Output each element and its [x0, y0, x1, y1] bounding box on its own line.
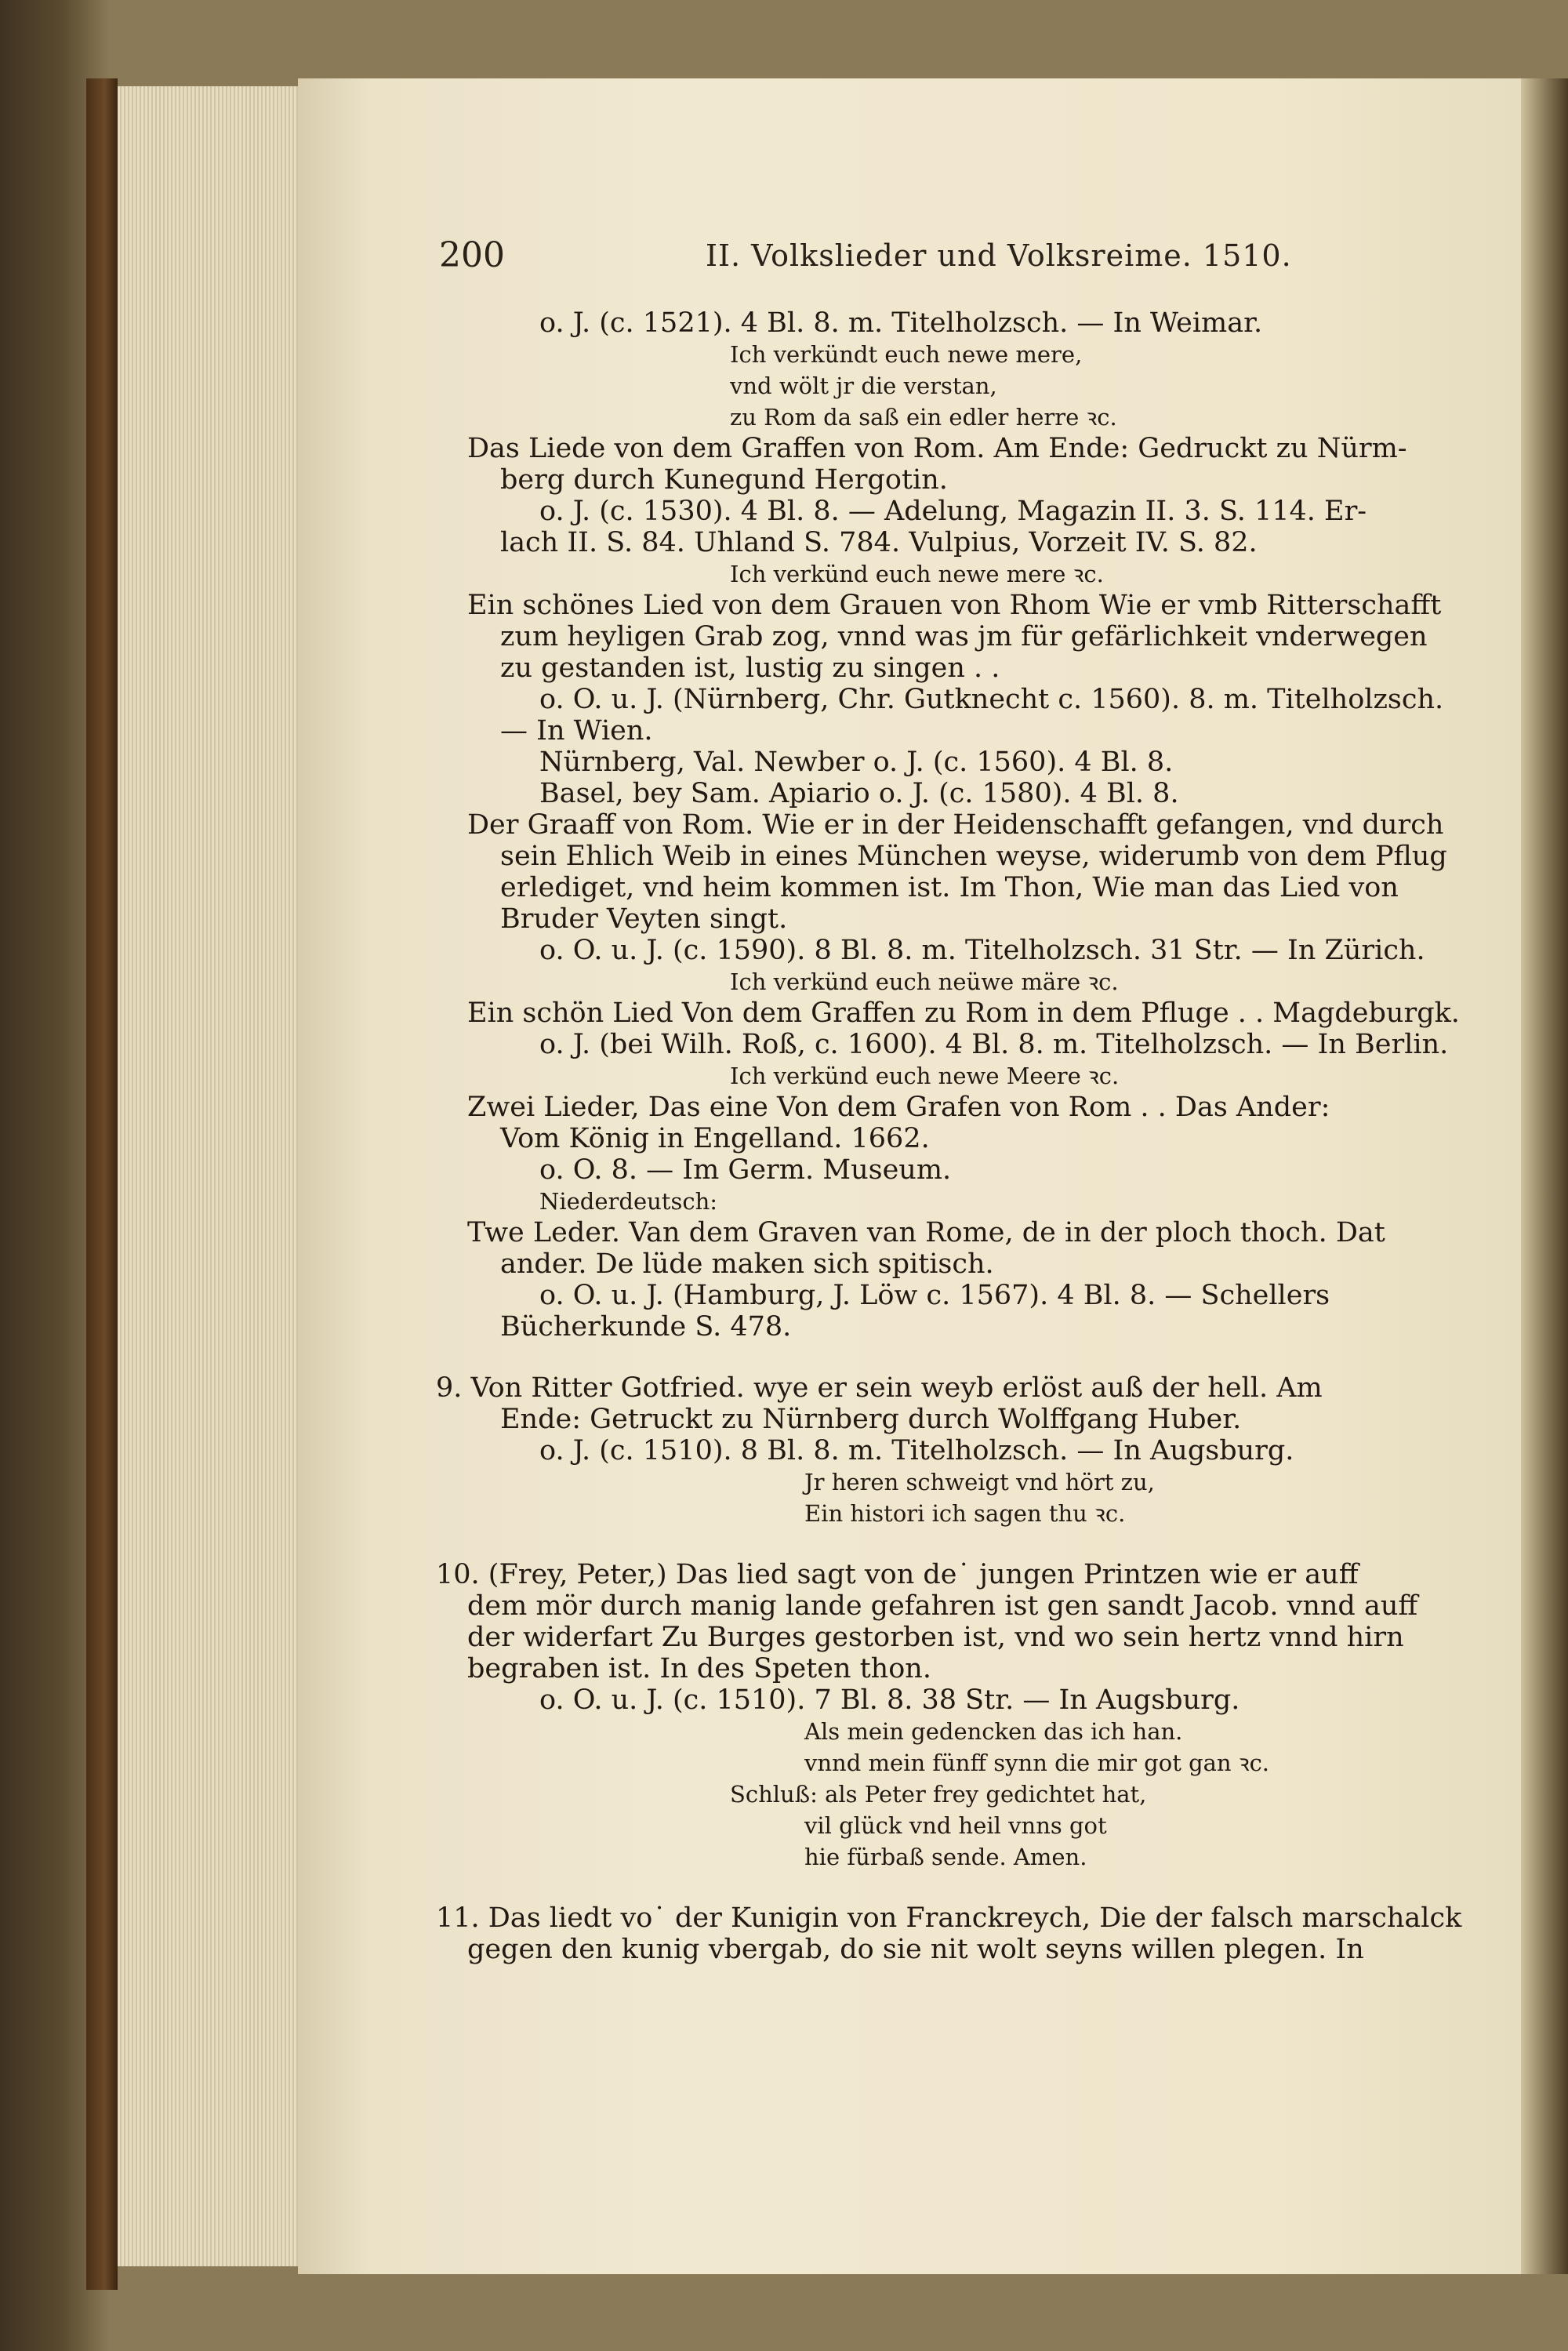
text-line: Nürnberg, Val. Newber o. J. (c. 1560). 4 Bl. 8.: [539, 747, 1174, 778]
text-line: Ich verkünd euch newe Meere ꝛc.: [730, 1063, 1120, 1089]
text-line: Vom König in Engelland. 1662.: [500, 1123, 930, 1154]
text-line: berg durch Kunegund Hergotin.: [500, 464, 948, 496]
text-line: Ende: Getruckt zu Nürnberg durch Wolffgang Huber.: [500, 1404, 1242, 1435]
page-number: 200: [439, 235, 505, 275]
text-line: o. J. (c. 1510). 8 Bl. 8. m. Titelholzsch. — In Augsburg.: [539, 1435, 1294, 1466]
text-line: Schluß: als Peter frey gedichtet hat,: [730, 1781, 1147, 1808]
running-head: II. Volkslieder und Volksreime. 1510.: [706, 238, 1292, 273]
text-line: o. J. (bei Wilh. Roß, c. 1600). 4 Bl. 8. m. Titelholzsch. — In Berlin.: [539, 1029, 1449, 1060]
text-line: erlediget, vnd heim kommen ist. Im Thon, Wie man das Lied von: [500, 872, 1399, 903]
text-line: o. O. u. J. (Nürnberg, Chr. Gutknecht c. 1560). 8. m. Titelholzsch.: [539, 684, 1444, 715]
text-line: zum heyligen Grab zog, vnnd was jm für gefärlichkeit vnderwegen: [500, 621, 1428, 652]
text-line: 11. Das liedt vo˙ der Kunigin von Franckreych, Die der falsch marschalck: [436, 1902, 1462, 1934]
text-line: Ich verkünd euch newe mere ꝛc.: [730, 561, 1104, 587]
text-line: lach II. S. 84. Uhland S. 784. Vulpius, Vorzeit IV. S. 82.: [500, 527, 1258, 558]
text-line: — In Wien.: [500, 715, 653, 747]
text-line: o. J. (c. 1530). 4 Bl. 8. — Adelung, Magazin II. 3. S. 114. Er-: [539, 496, 1367, 527]
book-cover-edge: [86, 78, 118, 2290]
text-line: vnd wölt jr die verstan,: [730, 372, 997, 399]
text-line: Das Liede von dem Graffen von Rom. Am Ende: Gedruckt zu Nürm-: [467, 433, 1407, 464]
text-line: Der Graaff von Rom. Wie er in der Heidenschafft gefangen, vnd durch: [467, 809, 1444, 841]
text-line: der widerfart Zu Burges gestorben ist, vnd wo sein hertz vnnd hirn: [467, 1622, 1404, 1653]
text-line: Ich verkünd euch neüwe märe ꝛc.: [730, 968, 1119, 995]
text-line: ander. De lüde maken sich spitisch.: [500, 1248, 994, 1280]
text-line: o. O. 8. — Im Germ. Museum.: [539, 1154, 952, 1186]
text-line: Als mein gedencken das ich han.: [804, 1718, 1183, 1745]
text-line: Jr heren schweigt vnd hört zu,: [804, 1469, 1155, 1495]
text-line: zu Rom da saß ein edler herre ꝛc.: [730, 404, 1117, 431]
text-line: o. O. u. J. (c. 1590). 8 Bl. 8. m. Titelholzsch. 31 Str. — In Zürich.: [539, 935, 1425, 966]
text-line: Ich verkündt euch newe mere,: [730, 341, 1083, 368]
text-line: vil glück vnd heil vnns got: [804, 1812, 1107, 1839]
text-line: Zwei Lieder, Das eine Von dem Grafen von Rom . . Das Ander:: [467, 1092, 1330, 1123]
text-line: Ein schön Lied Von dem Graffen zu Rom in dem Pfluge . . Magdeburgk.: [467, 997, 1460, 1029]
text-line: Ein histori ich sagen thu ꝛc.: [804, 1500, 1126, 1527]
paragraph-gap: [467, 1529, 1479, 1559]
page-header: [439, 235, 1474, 282]
text-line: o. O. u. J. (Hamburg, J. Löw c. 1567). 4 Bl. 8. — Schellers: [539, 1280, 1330, 1311]
page-stack-edges: [118, 86, 306, 2266]
text-line: zu gestanden ist, lustig zu singen . .: [500, 652, 1000, 684]
text-line: 9. Von Ritter Gotfried. wye er sein weyb erlöst auß der hell. Am: [436, 1372, 1323, 1404]
text-line: begraben ist. In des Speten thon.: [467, 1653, 931, 1684]
text-line: o. J. (c. 1521). 4 Bl. 8. m. Titelholzsch. — In Weimar.: [539, 307, 1263, 339]
text-line: Bruder Veyten singt.: [500, 903, 788, 935]
text-line: Basel, bey Sam. Apiario o. J. (c. 1580). 4 Bl. 8.: [539, 778, 1179, 809]
text-line: Twe Leder. Van dem Graven van Rome, de in der ploch thoch. Dat: [467, 1217, 1385, 1248]
paragraph-gap: [467, 1873, 1479, 1902]
text-line: Niederdeutsch:: [539, 1188, 718, 1215]
text-line: dem mör durch manig lande gefahren ist gen sandt Jacob. vnnd auff: [467, 1590, 1418, 1622]
paragraph-gap: [467, 1343, 1479, 1372]
text-line: o. O. u. J. (c. 1510). 7 Bl. 8. 38 Str. — In Augsburg.: [539, 1684, 1240, 1716]
text-line: gegen den kunig vbergab, do sie nit wolt seyns willen plegen. In: [467, 1934, 1364, 1965]
text-line: Bücherkunde S. 478.: [500, 1311, 792, 1343]
text-line: sein Ehlich Weib in eines München weyse, widerumb von dem Pflug: [500, 841, 1447, 872]
text-line: vnnd mein fünff synn die mir got gan ꝛc.: [804, 1750, 1270, 1776]
facing-page-edge: [1521, 78, 1568, 2274]
text-line: Ein schönes Lied von dem Grauen von Rhom Wie er vmb Ritterschafft: [467, 590, 1442, 621]
text-line: 10. (Frey, Peter,) Das lied sagt von de˙ jungen Printzen wie er auff: [436, 1559, 1359, 1590]
page-text: [436, 307, 1479, 1965]
text-line: hie fürbaß sende. Amen.: [804, 1844, 1087, 1870]
